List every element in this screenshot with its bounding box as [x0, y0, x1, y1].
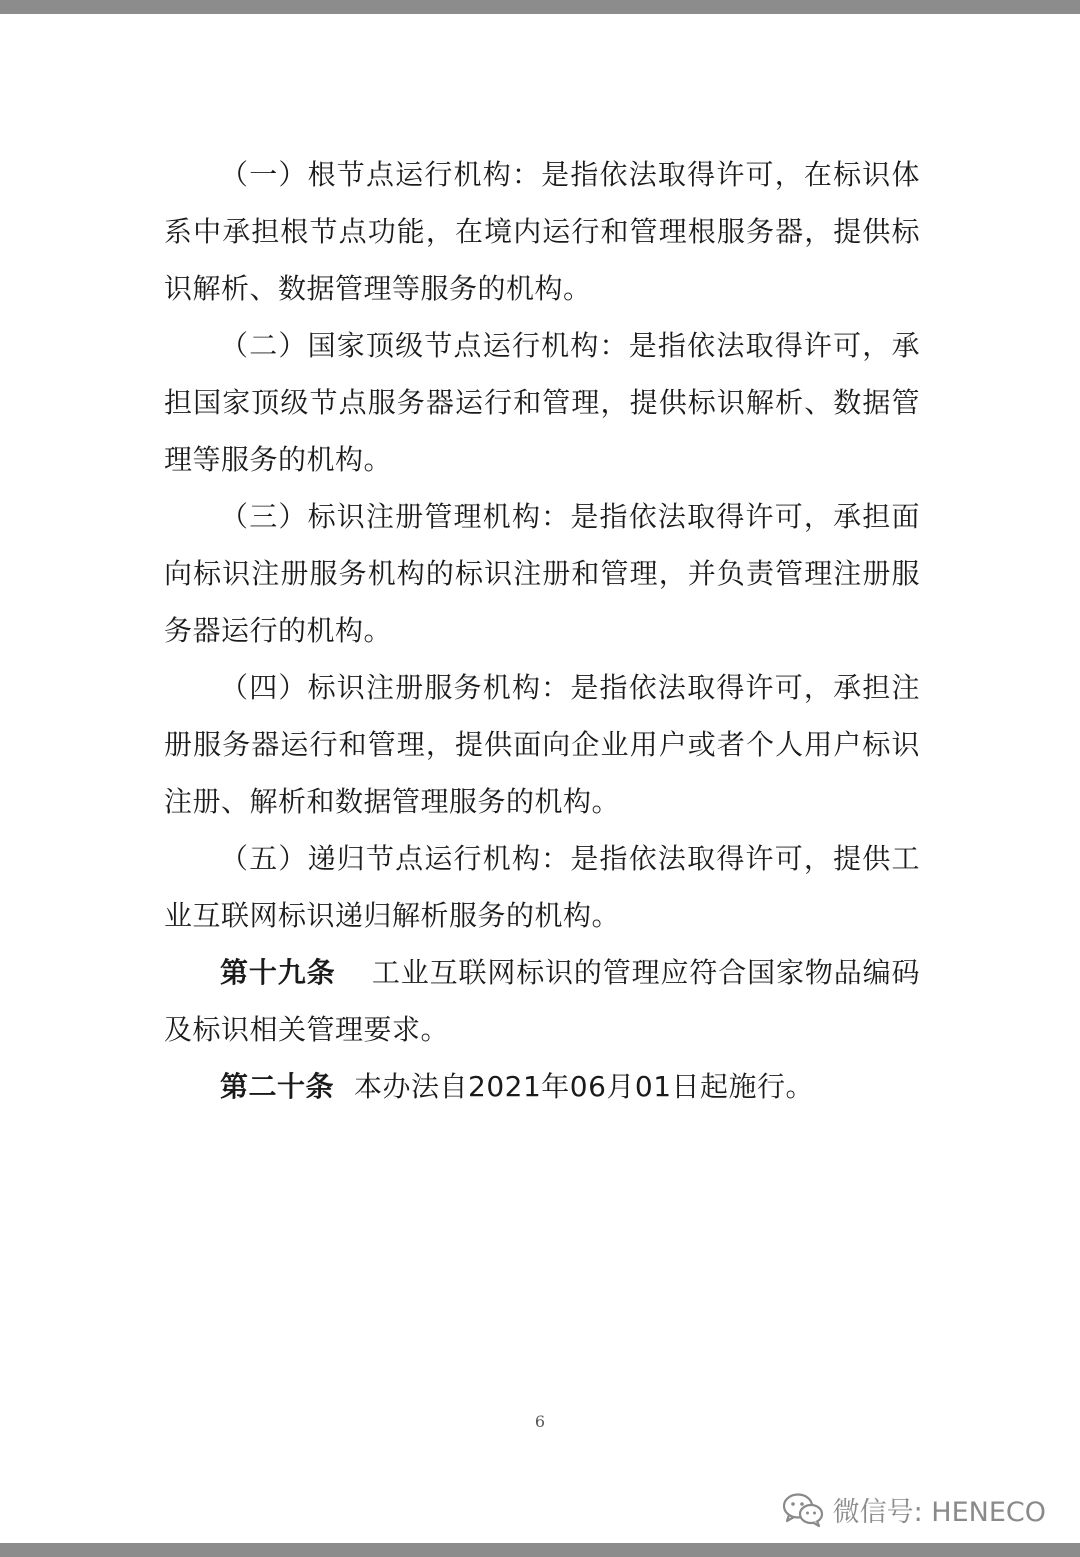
bottom-border-bar	[0, 1543, 1080, 1557]
article-20-number: 第二十条	[220, 1070, 335, 1103]
clause-paragraph-1: （一）根节点运行机构：是指依法取得许可，在标识体系中承担根节点功能，在境内运行和管理根服务器，提供标识解析、数据管理等服务的机构。	[164, 158, 920, 305]
article-20-text: 本办法自2021年06月01日起施行。	[354, 1070, 815, 1103]
clause-paragraph-4: （四）标识注册服务机构：是指依法取得许可，承担注册服务器运行和管理，提供面向企业用户或者个人用户标识注册、解析和数据管理服务的机构。	[164, 671, 920, 818]
page-number: 6	[534, 1412, 546, 1431]
watermark	[781, 1490, 1046, 1529]
top-border-bar	[0, 0, 1080, 14]
article-19	[164, 944, 920, 1058]
watermark-text: 微信号: HENECO	[832, 1497, 1046, 1528]
document-body	[164, 146, 920, 1115]
article-19-number: 第十九条	[220, 956, 336, 989]
article-20	[164, 1058, 920, 1115]
clause-paragraph-2: （二）国家顶级节点运行机构：是指依法取得许可，承担国家顶级节点服务器运行和管理，提供标识解析、数据管理等服务的机构。	[164, 329, 920, 476]
clause-paragraph-5: （五）递归节点运行机构：是指依法取得许可，提供工业互联网标识递归解析服务的机构。	[164, 842, 920, 932]
article-19-text: 工业互联网标识的管理应符合国家物品编码及标识相关管理要求。	[164, 956, 920, 1046]
clause-paragraph-3: （三）标识注册管理机构：是指依法取得许可，承担面向标识注册服务机构的标识注册和管理，并负责管理注册服务器运行的机构。	[164, 500, 920, 647]
wechat-icon	[781, 1492, 825, 1528]
